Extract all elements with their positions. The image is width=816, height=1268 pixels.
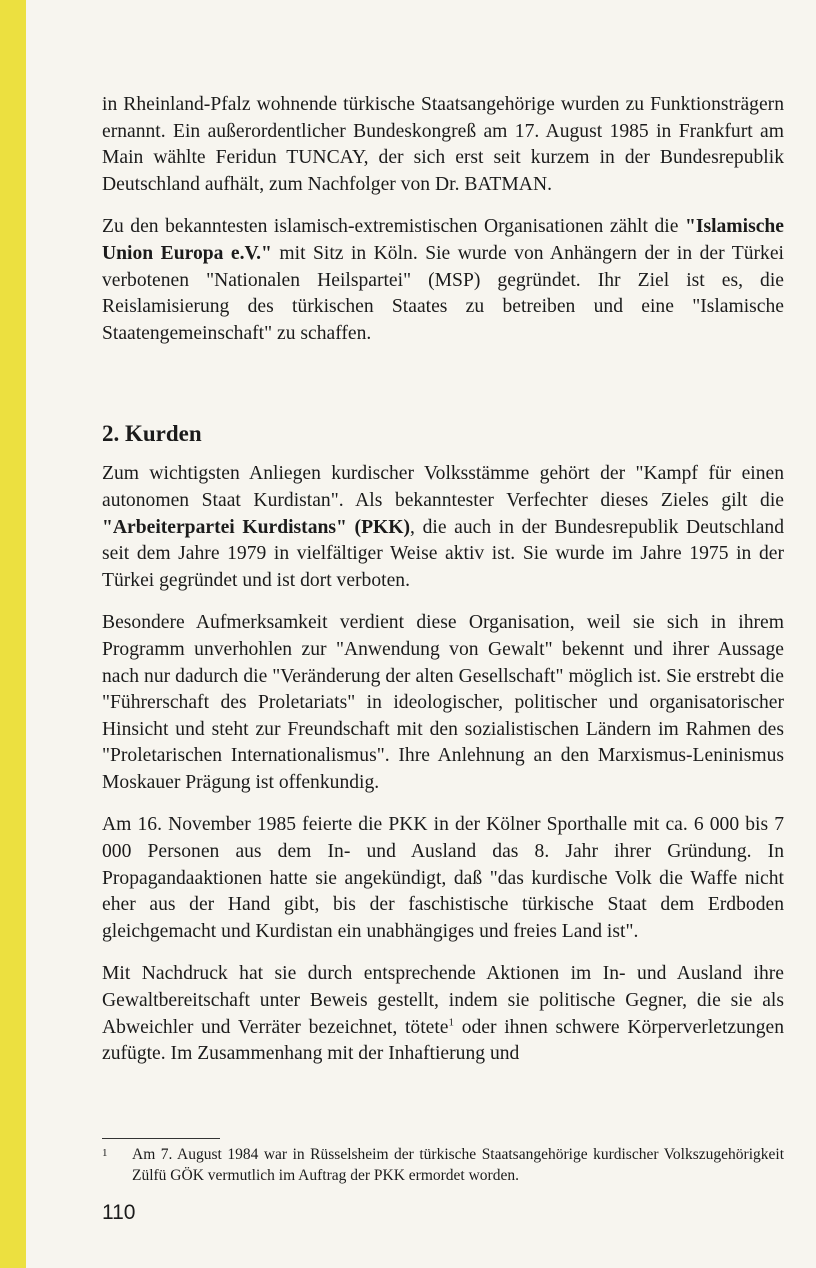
paragraph-text: mit Sitz in Köln. Sie wurde von Anhängern der in der Türkei verbotenen "Nationalen Heilspartei" (MSP) gegründet. Ihr Ziel ist es, die Reislamisierung des türkischen Staates zu betreiben und eine "Islamische Staatengemeinschaft" zu schaffen.	[102, 242, 784, 344]
paragraph-text: oder ihnen schwere Körperverletzungen zufügte. Im Zusammenhang mit der Inhaftierung und	[102, 1016, 784, 1065]
bold-org-name: "Islamische Union Europa e.V."	[102, 216, 784, 264]
paragraph-pkk-violence	[102, 961, 784, 1067]
paragraph-islamische-union	[102, 214, 784, 347]
paragraph-pkk-event: Am 16. November 1985 feierte die PKK in der Kölner Sporthalle mit ca. 6 000 bis 7 000 Personen aus dem In- und Ausland das 8. Jahr ihrer Gründung. In Propagandaaktionen hatte sie angekündigt, daß "das kurdische Volk die Waffe nicht eher aus der Hand gibt, bis der faschistische türkische Staat dem Erdboden gleichgemacht und Kurdistan ein unabhängiges und freies Land ist".	[102, 814, 784, 942]
left-margin-strip	[0, 0, 26, 1268]
paragraph-intro: in Rheinland-Pfalz wohnende türkische Staatsangehörige wurden zu Funktionsträgern ernannt. Ein außerordentlicher Bundeskongreß am 17. August 1985 in Frankfurt am Main wählte Feridun TUNCAY, der sich erst seit kurzem in der Bundesrepublik Deutschland aufhält, zum Nachfolger von Dr. BATMAN.	[102, 94, 784, 195]
section-heading: 2. Kurden	[102, 421, 202, 447]
paragraph-text: Zum wichtigsten Anliegen kurdischer Volksstämme gehört der "Kampf für einen autonomen Staat Kurdistan". Als bekanntester Verfechter dieses Zieles gilt die	[102, 463, 784, 511]
footnote	[102, 1144, 784, 1186]
paragraph-text: Mit Nachdruck hat sie durch entsprechende Aktionen im In- und Ausland ihre Gewaltbereitschaft unter Beweis gestellt, indem sie politische Gegner, die sie als Abweichler und Verräter bezeichnet, tötete	[102, 963, 784, 1038]
page-body	[102, 92, 784, 1068]
footnote-number: 1	[102, 1147, 108, 1159]
footnote-reference[interactable]: 1	[448, 1016, 454, 1029]
paragraph-text: , die auch in der Bundesrepublik Deutschland seit dem Jahre 1979 in vielfältiger Weise aktiv ist. Sie wurde im Jahre 1975 in der Türkei gegründet und ist dort verboten.	[102, 516, 784, 591]
footnote-text: Am 7. August 1984 war in Rüsselsheim der türkische Staatsangehörige kurdischer Volkszugehörigkeit Zülfü GÖK vermutlich im Auftrag der PKK ermordet worden.	[132, 1146, 784, 1184]
footnote-divider	[102, 1138, 220, 1139]
paragraph-pkk-program: Besondere Aufmerksamkeit verdient diese Organisation, weil sie sich in ihrem Programm unverhohlen zur "Anwendung von Gewalt" bekennt und ihrer Aussage nach nur dadurch die "Veränderung der alten Gesellschaft" möglich ist. Sie erstrebt die "Führerschaft des Proletariats" in ideologischer, politischer und organisatorischer Hinsicht und steht zur Freundschaft mit den sozialistischen Ländern im Rahmen des "Proletarischen Internationalismus". Ihre Anlehnung an den Marxismus-Leninismus Moskauer Prägung ist offenkundig.	[102, 612, 784, 793]
bold-org-name: "Arbeiterpartei Kurdistans" (PKK)	[102, 516, 411, 538]
page-number: 110	[102, 1201, 136, 1224]
paragraph-text: Zu den bekanntesten islamisch-extremistischen Organisationen zählt die	[102, 216, 685, 238]
paragraph-pkk-intro	[102, 461, 784, 594]
